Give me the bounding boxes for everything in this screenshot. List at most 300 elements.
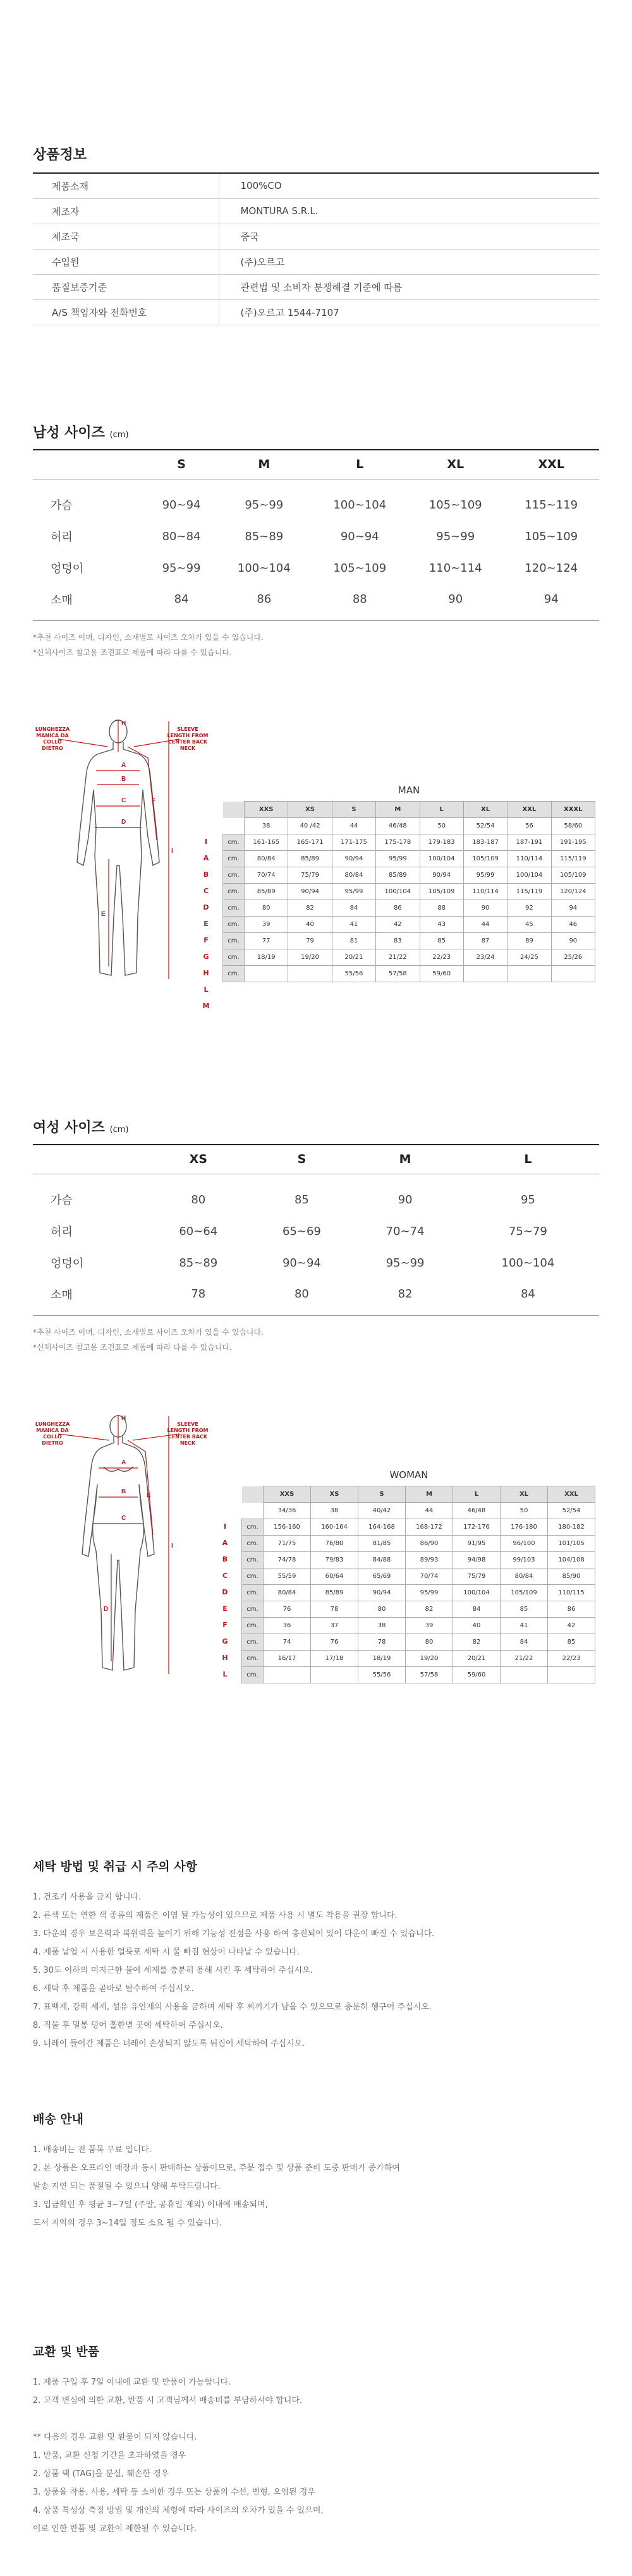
grid-value: 57/58 (406, 1667, 453, 1683)
grid-value: 75/79 (453, 1568, 501, 1585)
grid-value: 20/21 (332, 949, 375, 966)
care-list (33, 1888, 599, 2053)
measure-letter: G (203, 953, 209, 961)
grid-value: 95/99 (463, 867, 507, 884)
grid-value: 90/94 (288, 884, 332, 900)
grid-row (223, 851, 595, 867)
grid-value: 90/94 (420, 867, 463, 884)
grid-value: 100/104 (376, 884, 420, 900)
size-value: 86 (216, 584, 312, 620)
measure-letter: H (222, 1654, 228, 1662)
info-row (33, 274, 599, 299)
info-key: 제조국 (33, 224, 219, 249)
grid-row (242, 1667, 595, 1683)
grid-value: 90 (551, 933, 595, 949)
grid-value: 191-195 (551, 834, 595, 851)
women-size-section (33, 1117, 599, 1355)
list-line: 2. 고객 변심에 의한 교환, 반품 시 고객님께서 배송비를 부담하셔야 합니다. (33, 2396, 303, 2405)
size-header: XS (147, 1145, 250, 1174)
grid-value: 59/60 (453, 1667, 501, 1683)
size-value: 85 (294, 1193, 309, 1207)
size-value: 65~69 (282, 1224, 321, 1238)
info-value: 중국 (219, 224, 599, 249)
grid-size-header: XL (463, 802, 507, 818)
size-value: 105~109 (428, 498, 482, 512)
grid-size-header: XS (288, 802, 332, 818)
grid-row (223, 834, 595, 851)
grid-value: 40 (453, 1618, 501, 1634)
grid-value: 90/94 (332, 851, 375, 867)
measure-letter: L (222, 1670, 228, 1678)
size-row-label: 소매 (33, 1279, 147, 1315)
grid-value: 171-175 (332, 834, 375, 851)
list-line: 2. 상품 택 (TAG)을 분실, 훼손한 경우 (33, 2469, 169, 2479)
size-value: 85~89 (245, 529, 284, 543)
grid-value: 80 (358, 1601, 406, 1618)
grid-eu-value: 46/48 (376, 818, 420, 834)
grid-size-header: L (420, 802, 463, 818)
grid-value: 81/85 (358, 1536, 406, 1552)
grid-value: 57/58 (376, 966, 420, 982)
grid-value: 84/88 (358, 1552, 406, 1568)
grid-value: 78 (311, 1601, 358, 1618)
grid-unit: cm. (242, 1618, 264, 1634)
grid-value: 85/89 (376, 867, 420, 884)
shipping-section (33, 2110, 599, 2232)
grid-value: 100/104 (453, 1585, 501, 1601)
man-size-grid (222, 801, 595, 982)
grid-size-header: M (376, 802, 420, 818)
svg-text:H: H (121, 1415, 126, 1422)
size-header: XL (408, 450, 503, 479)
size-header: S (250, 1145, 354, 1174)
list-line: 1. 건조기 사용을 금지 합니다. (33, 1893, 142, 1902)
women-size-title (33, 1117, 599, 1136)
grid-value: 74/78 (264, 1552, 311, 1568)
grid-size-header: M (406, 1486, 453, 1503)
grid-value: 19/20 (406, 1651, 453, 1667)
list-line: 2. 본 상품은 오프라인 매장과 동시 판매하는 상품이므로, 주문 접수 및 상품 준비 도중 판매가 종가하여 (33, 2164, 400, 2173)
grid-eu-row (223, 818, 595, 834)
grid-size-header: L (453, 1486, 501, 1503)
grid-corner (223, 802, 245, 818)
size-header: S (147, 450, 216, 479)
measure-letter: E (204, 920, 209, 928)
grid-value: 92 (507, 900, 551, 917)
grid-size-header: XS (311, 1486, 358, 1503)
grid-unit: cm. (223, 834, 245, 851)
grid-value: 70/74 (245, 867, 288, 884)
grid-row (223, 867, 595, 884)
size-header: L (312, 450, 408, 479)
size-value: 90~94 (340, 529, 379, 543)
size-value: 95~99 (386, 1256, 425, 1270)
info-value: 100%CO (219, 173, 599, 198)
grid-eu-value: 52/54 (463, 818, 507, 834)
grid-value: 71/75 (264, 1536, 311, 1552)
grid-value: 101/105 (548, 1536, 595, 1552)
exchange-title: 교환 및 반품 (33, 2345, 99, 2359)
women-size-table (33, 1144, 599, 1316)
grid-value: 24/25 (507, 949, 551, 966)
measure-letter: A (203, 854, 209, 862)
grid-value: 76 (311, 1634, 358, 1651)
grid-value: 110/115 (548, 1585, 595, 1601)
grid-value: 86/90 (406, 1536, 453, 1552)
svg-text:E: E (147, 1492, 151, 1499)
grid-value: 22/23 (548, 1651, 595, 1667)
list-line: 6. 세탁 후 제품을 곧바로 탈수하여 주십시오. (33, 1984, 194, 1994)
grid-eu-value: 40/42 (358, 1503, 406, 1519)
grid-corner (242, 1486, 264, 1503)
svg-text:I: I (171, 1543, 173, 1550)
grid-value: 82 (453, 1634, 501, 1651)
grid-size-header: XXS (264, 1486, 311, 1503)
grid-header-row (223, 802, 595, 818)
grid-header-row (242, 1486, 595, 1503)
grid-value (264, 1667, 311, 1683)
grid-value (501, 1667, 548, 1683)
men-unit: (cm) (109, 430, 129, 440)
grid-unit: cm. (242, 1651, 264, 1667)
list-line: 도서 지역의 경우 3~14일 정도 소요 될 수 있습니다. (33, 2218, 222, 2228)
grid-unit: cm. (223, 966, 245, 982)
grid-value: 95/99 (406, 1585, 453, 1601)
info-row (33, 299, 599, 325)
grid-value: 94 (551, 900, 595, 917)
exchange-section (33, 2342, 599, 2538)
grid-value: 104/108 (548, 1552, 595, 1568)
grid-corner (223, 818, 245, 834)
list-line: 4. 상품 특성상 측정 방법 및 개인의 체형에 따라 사이즈의 오차가 있을 수 있으며, (33, 2506, 324, 2515)
size-row (33, 1247, 599, 1279)
grid-value: 17/18 (311, 1651, 358, 1667)
grid-value: 70/74 (406, 1568, 453, 1585)
women-size-chart (33, 1409, 599, 1687)
grid-value: 84 (453, 1601, 501, 1618)
grid-value: 55/59 (264, 1568, 311, 1585)
svg-text:D: D (121, 819, 126, 826)
grid-row (242, 1519, 595, 1536)
grid-value: 89/93 (406, 1552, 453, 1568)
size-value: 75~79 (508, 1224, 547, 1238)
grid-value: 41 (332, 917, 375, 933)
grid-value: 84 (501, 1634, 548, 1651)
size-row-label: 엉덩이 (51, 562, 84, 575)
size-value: 105~109 (525, 529, 578, 543)
man-letter-column (202, 834, 210, 1014)
grid-row (223, 884, 595, 900)
grid-unit: cm. (223, 867, 245, 884)
grid-row (242, 1585, 595, 1601)
size-row-label: 가슴 (51, 1194, 73, 1208)
size-value: 88 (312, 584, 408, 620)
man-chart-title: MAN (398, 785, 420, 796)
grid-value: 19/20 (288, 949, 332, 966)
grid-value: 94/98 (453, 1552, 501, 1568)
grid-unit: cm. (242, 1552, 264, 1568)
grid-value: 45 (507, 917, 551, 933)
grid-row (242, 1618, 595, 1634)
grid-value: 172-176 (453, 1519, 501, 1536)
grid-row (223, 900, 595, 917)
info-row (33, 173, 599, 198)
grid-row (242, 1634, 595, 1651)
grid-value: 44 (463, 917, 507, 933)
grid-value: 100/104 (420, 851, 463, 867)
size-note: *추천 사이즈 이며, 디자인, 소재별로 사이즈 오차가 있을 수 있습니다. (33, 1327, 264, 1337)
list-line: 3. 다운의 경우 보온력과 복원력을 높이기 위해 기능성 전섬을 사용 하여 충전되어 있어 다운이 빠질 수 있습니다. (33, 1929, 435, 1939)
grid-value: 36 (264, 1618, 311, 1634)
grid-eu-value: 50 (420, 818, 463, 834)
grid-unit: cm. (242, 1568, 264, 1585)
size-value: 82 (353, 1279, 457, 1315)
men-size-title (33, 422, 599, 442)
grid-value: 39 (245, 917, 288, 933)
label-sleeve-length: SLEEVE LENGTH FROM CENTER BACK NECK (167, 726, 209, 751)
size-value: 60~64 (179, 1224, 218, 1238)
list-line: 3. 입금확인 후 평균 3~7일 (주말, 공휴일 제외) 이내에 배송되며, (33, 2200, 268, 2210)
grid-value: 37 (311, 1618, 358, 1634)
grid-row (242, 1552, 595, 1568)
size-row (33, 552, 599, 584)
corner-cell (33, 1145, 147, 1174)
grid-value: 110/114 (507, 851, 551, 867)
grid-value: 95/99 (376, 851, 420, 867)
grid-value: 164-168 (358, 1519, 406, 1536)
measure-letter: I (223, 1522, 227, 1531)
grid-value: 18/19 (358, 1651, 406, 1667)
measure-letter: H (203, 969, 209, 977)
grid-value (551, 966, 595, 982)
grid-value: 115/119 (551, 851, 595, 867)
grid-value: 79 (288, 933, 332, 949)
grid-value: 85/89 (245, 884, 288, 900)
grid-value: 55/56 (358, 1667, 406, 1683)
grid-value: 105/109 (463, 851, 507, 867)
list-line: 2. 른색 또는 연한 색 종류의 제품은 이염 될 가능성이 있으므로 제품 사용 시 별도 착용을 권장 합니다. (33, 1911, 398, 1920)
grid-row (242, 1536, 595, 1552)
grid-value (548, 1667, 595, 1683)
grid-value: 39 (406, 1618, 453, 1634)
grid-value: 22/23 (420, 949, 463, 966)
women-title-text: 여성 사이즈 (33, 1120, 105, 1136)
shipping-list (33, 2141, 599, 2232)
svg-text:H: H (121, 720, 126, 727)
grid-unit: cm. (223, 884, 245, 900)
svg-text:C: C (121, 797, 126, 804)
grid-value: 21/22 (501, 1651, 548, 1667)
grid-size-header: XXXL (551, 802, 595, 818)
list-line: 발송 지연 되는 품절될 수 있으니 양해 부탁드립니다. (33, 2182, 221, 2191)
grid-value: 87 (463, 933, 507, 949)
grid-value: 168-172 (406, 1519, 453, 1536)
grid-value: 74 (264, 1634, 311, 1651)
grid-eu-value: 34/36 (264, 1503, 311, 1519)
size-row (33, 521, 599, 552)
grid-row (223, 933, 595, 949)
size-value: 85~89 (179, 1256, 218, 1270)
measure-letter: I (204, 838, 208, 846)
grid-value: 85/89 (311, 1585, 358, 1601)
grid-value: 183-187 (463, 834, 507, 851)
list-line: 1. 반품, 교환 신청 기간을 초과하였을 경우 (33, 2451, 186, 2460)
grid-value: 60/64 (311, 1568, 358, 1585)
size-value: 70~74 (386, 1224, 425, 1238)
grid-value: 80/84 (332, 867, 375, 884)
measure-letter: F (204, 936, 209, 944)
grid-value: 105/109 (420, 884, 463, 900)
grid-value: 86 (548, 1601, 595, 1618)
svg-text:E: E (101, 911, 106, 918)
grid-value: 115/119 (507, 884, 551, 900)
grid-value: 41 (501, 1618, 548, 1634)
woman-letter-column (221, 1519, 229, 1683)
grid-size-header: S (332, 802, 375, 818)
grid-eu-value: 40 /42 (288, 818, 332, 834)
size-value: 100~104 (333, 498, 387, 512)
grid-value: 156-160 (264, 1519, 311, 1536)
svg-text:F: F (152, 797, 156, 804)
list-line: 9. 너레이 들어간 제품은 너레이 손상되지 않도록 뒤집어 세탁하여 주십시오. (33, 2039, 305, 2049)
grid-eu-value: 58/60 (551, 818, 595, 834)
grid-size-header: XXL (548, 1486, 595, 1503)
grid-value: 120/124 (551, 884, 595, 900)
measure-letter: C (203, 887, 209, 895)
care-section (33, 1857, 599, 2053)
svg-text:C: C (121, 1515, 126, 1522)
grid-value: 20/21 (453, 1651, 501, 1667)
grid-size-header: XL (501, 1486, 548, 1503)
men-title-text: 남성 사이즈 (33, 425, 105, 441)
info-row (33, 249, 599, 274)
size-row (33, 584, 599, 620)
info-value: MONTURA S.R.L. (219, 198, 599, 224)
men-notes (33, 630, 599, 660)
grid-value: 89 (507, 933, 551, 949)
grid-value: 43 (420, 917, 463, 933)
grid-value: 79/83 (311, 1552, 358, 1568)
size-value: 84 (457, 1279, 599, 1315)
size-value: 115~119 (525, 498, 578, 512)
grid-unit: cm. (223, 900, 245, 917)
list-line: 7. 표백제, 강력 세제, 섬유 유연제의 사용을 금하며 세탁 후 찌꺼기가 남을 수 있으므로 충분히 헹구어 주십시오. (33, 2002, 432, 2012)
grid-value: 80/84 (245, 851, 288, 867)
grid-value: 83 (376, 933, 420, 949)
grid-value: 85/90 (548, 1568, 595, 1585)
grid-unit: cm. (242, 1519, 264, 1536)
grid-value: 82 (288, 900, 332, 917)
size-note: *추천 사이즈 이며, 디자인, 소재별로 사이즈 오차가 있을 수 있습니다. (33, 632, 264, 642)
grid-value: 40 (288, 917, 332, 933)
size-value: 95~99 (436, 529, 475, 543)
grid-row (223, 917, 595, 933)
size-value: 90~94 (282, 1256, 321, 1270)
grid-eu-value: 44 (406, 1503, 453, 1519)
svg-text:B: B (121, 776, 126, 783)
size-row (33, 1279, 599, 1315)
grid-value: 16/17 (264, 1651, 311, 1667)
measure-letter: C (222, 1572, 228, 1580)
size-row-label: 허리 (51, 1225, 73, 1239)
grid-eu-row (242, 1503, 595, 1519)
size-value: 90 (398, 1193, 413, 1207)
grid-value: 160-164 (311, 1519, 358, 1536)
size-row-label: 엉덩이 (51, 1257, 84, 1270)
woman-figure-illustration (33, 1409, 204, 1687)
label-sleeve-length: SLEEVE LENGTH FROM CENTER BACK NECK (167, 1421, 209, 1446)
men-size-section (33, 422, 599, 660)
measure-letter: L (204, 985, 209, 994)
svg-text:B: B (121, 1488, 126, 1495)
svg-text:I: I (171, 848, 173, 855)
grid-size-header: XXL (507, 802, 551, 818)
grid-value: 18/19 (245, 949, 288, 966)
grid-eu-value: 50 (501, 1503, 548, 1519)
grid-value: 55/56 (332, 966, 375, 982)
grid-unit: cm. (223, 851, 245, 867)
info-key: A/S 책임자와 전화번호 (33, 299, 219, 325)
corner-cell (33, 450, 147, 479)
grid-value: 161-165 (245, 834, 288, 851)
measure-letter: B (222, 1555, 228, 1563)
info-row (33, 198, 599, 224)
size-value: 105~109 (333, 561, 387, 575)
list-line: 8. 직물 후 밀봉 덩어 흘한볕 곳에 세탁하여 주십시오. (33, 2021, 223, 2030)
grid-row (242, 1568, 595, 1585)
grid-value: 21/22 (376, 949, 420, 966)
size-value: 95~99 (245, 498, 284, 512)
grid-value: 23/24 (463, 949, 507, 966)
size-value: 100~104 (501, 1256, 555, 1270)
grid-value: 25/26 (551, 949, 595, 966)
list-line: ** 다음의 경우 교환 및 환불이 되지 않습니다. (33, 2433, 197, 2442)
grid-eu-value: 44 (332, 818, 375, 834)
grid-unit: cm. (223, 917, 245, 933)
grid-value: 59/60 (420, 966, 463, 982)
grid-value: 165-171 (288, 834, 332, 851)
grid-value: 88 (420, 900, 463, 917)
grid-value: 80 (245, 900, 288, 917)
grid-unit: cm. (242, 1536, 264, 1552)
list-line: 5. 30도 이하의 미지근한 물에 세제를 충분히 용해 시킨 후 세탁하여 주십시오. (33, 1966, 313, 1975)
svg-text:A: A (121, 1459, 126, 1466)
svg-text:A: A (121, 762, 126, 769)
size-row (33, 479, 599, 521)
grid-value: 85 (548, 1634, 595, 1651)
list-line: 4. 제품 낱엽 시 사용한 얼룩로 세탁 시 물 빠짐 현상이 나타날 수 있습니다. (33, 1947, 300, 1957)
grid-value: 85 (501, 1601, 548, 1618)
measure-letter: E (222, 1604, 228, 1613)
measure-letter: D (222, 1588, 228, 1596)
man-figure-illustration (33, 714, 204, 992)
grid-row (242, 1601, 595, 1618)
size-value: 94 (503, 584, 599, 620)
size-header: M (216, 450, 312, 479)
grid-value: 81 (332, 933, 375, 949)
product-info-table (33, 172, 599, 325)
grid-value: 80/84 (264, 1585, 311, 1601)
grid-unit: cm. (242, 1585, 264, 1601)
grid-value: 91/95 (453, 1536, 501, 1552)
size-value: 80 (191, 1193, 206, 1207)
size-value: 78 (147, 1279, 250, 1315)
grid-value: 77 (245, 933, 288, 949)
grid-value (288, 966, 332, 982)
grid-value (507, 966, 551, 982)
grid-value: 76 (264, 1601, 311, 1618)
grid-value (311, 1667, 358, 1683)
